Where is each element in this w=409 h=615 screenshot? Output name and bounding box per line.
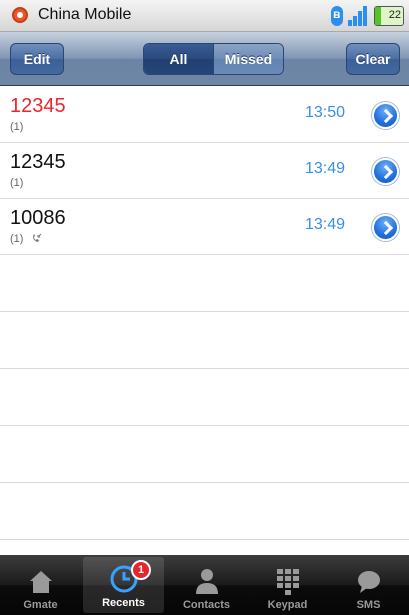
call-number: 10086 xyxy=(10,207,66,229)
tab-gmate[interactable] xyxy=(0,555,81,615)
tab-keypad[interactable] xyxy=(247,555,328,615)
tab-contacts[interactable] xyxy=(166,555,247,615)
nav-bar xyxy=(0,32,409,86)
person-icon xyxy=(192,566,222,596)
call-count: (1) xyxy=(10,177,24,189)
call-number: 12345 xyxy=(10,151,66,173)
call-row[interactable] xyxy=(0,199,409,255)
carrier-name: China Mobile xyxy=(38,6,132,23)
detail-disclosure-button[interactable] xyxy=(372,158,399,185)
tab-label: Gmate xyxy=(23,599,58,611)
tab-label: Contacts xyxy=(182,599,231,611)
detail-disclosure-button[interactable] xyxy=(372,214,399,241)
call-number: 12345 xyxy=(10,95,66,117)
incoming-call-icon xyxy=(32,233,42,243)
keypad-icon xyxy=(273,566,303,596)
recents-badge: 1 xyxy=(131,560,151,580)
call-count: (1) xyxy=(10,233,42,245)
edit-button[interactable]: Edit xyxy=(10,43,64,75)
empty-row xyxy=(0,369,409,426)
segment-all[interactable]: All xyxy=(144,44,214,74)
filter-segmented-control xyxy=(143,43,284,75)
empty-row xyxy=(0,312,409,369)
segment-missed[interactable]: Missed xyxy=(214,44,283,74)
tab-bar xyxy=(0,555,409,615)
bluetooth-icon xyxy=(331,6,343,26)
carrier-icon xyxy=(12,7,28,23)
home-icon xyxy=(26,566,56,596)
battery-level: 22 xyxy=(388,9,401,21)
signal-icon xyxy=(348,6,368,26)
tab-sms[interactable] xyxy=(328,555,409,615)
chat-bubble-icon xyxy=(354,566,384,596)
tab-label: Recents xyxy=(102,597,145,609)
call-row[interactable] xyxy=(0,87,409,143)
detail-disclosure-button[interactable] xyxy=(372,102,399,129)
battery-icon xyxy=(374,6,404,26)
call-time: 13:49 xyxy=(304,160,345,177)
tab-label: SMS xyxy=(356,599,381,611)
tab-label: Keypad xyxy=(267,599,308,611)
tab-recents[interactable] xyxy=(83,557,164,613)
clear-button[interactable]: Clear xyxy=(346,43,400,75)
call-time: 13:50 xyxy=(304,104,345,121)
call-time: 13:49 xyxy=(304,216,345,233)
empty-row xyxy=(0,426,409,483)
status-bar xyxy=(0,0,409,32)
empty-row xyxy=(0,483,409,540)
recent-calls-list xyxy=(0,87,409,540)
call-row[interactable] xyxy=(0,143,409,199)
call-count: (1) xyxy=(10,121,24,133)
empty-row xyxy=(0,255,409,312)
